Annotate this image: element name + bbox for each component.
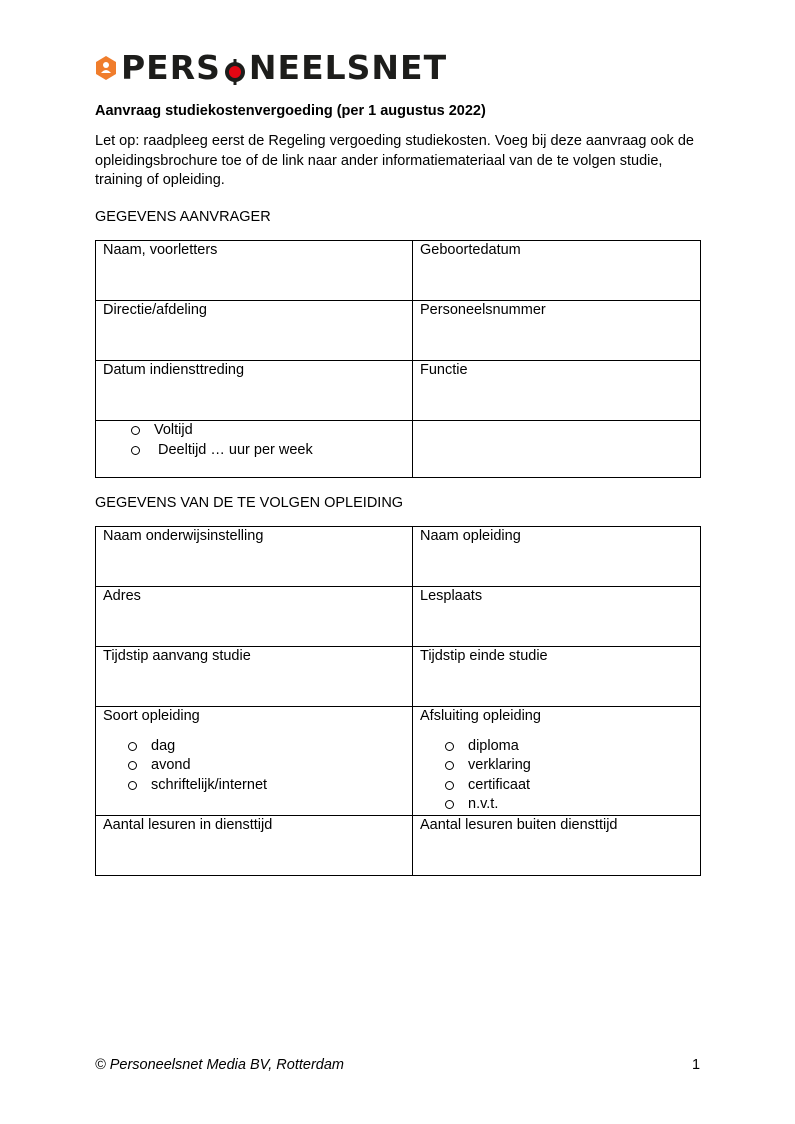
field-end-time[interactable]: Tijdstip einde studie <box>413 647 701 707</box>
applicant-table <box>95 240 701 478</box>
table-row <box>96 647 701 707</box>
field-birthdate[interactable]: Geboortedatum <box>413 241 701 301</box>
field-address[interactable]: Adres <box>96 587 413 647</box>
personeelsnet-logo <box>95 50 447 86</box>
option-label: dag <box>151 737 176 754</box>
option-statement[interactable] <box>445 756 693 776</box>
option-parttime[interactable] <box>131 441 405 461</box>
training-table <box>95 526 701 876</box>
radio-circle-icon[interactable] <box>445 761 454 770</box>
option-label: certificaat <box>468 776 531 793</box>
document-title: Aanvraag studiekostenvergoeding (per 1 augustus 2022) <box>95 103 486 119</box>
table-row <box>96 707 701 816</box>
radio-circle-icon[interactable] <box>131 446 140 455</box>
employment-options <box>96 421 413 478</box>
completion-options <box>420 737 693 815</box>
section-heading-applicant: GEGEVENS AANVRAGER <box>95 209 271 225</box>
field-name[interactable]: Naam, voorletters <box>96 241 413 301</box>
radio-circle-icon[interactable] <box>445 742 454 751</box>
option-label: schriftelijk/internet <box>151 776 268 793</box>
table-row <box>96 527 701 587</box>
logo-text-part1: PERS <box>121 48 221 87</box>
field-function[interactable]: Functie <box>413 361 701 421</box>
option-label: avond <box>151 757 191 773</box>
field-start-date[interactable]: Datum indiensttreding <box>96 361 413 421</box>
option-label: verklaring <box>468 757 531 773</box>
training-type-options <box>103 737 405 796</box>
table-row <box>96 421 701 478</box>
completion-label: Afsluiting opleiding <box>420 708 541 724</box>
option-day[interactable] <box>128 737 405 757</box>
table-row <box>96 587 701 647</box>
option-certificate[interactable] <box>445 776 693 796</box>
field-institution[interactable]: Naam onderwijsinstelling <box>96 527 413 587</box>
empty-cell <box>413 421 701 478</box>
section-heading-training: GEGEVENS VAN DE TE VOLGEN OPLEIDING <box>95 495 404 511</box>
option-label: Voltijd <box>154 422 193 438</box>
training-type-label: Soort opleiding <box>103 708 200 724</box>
option-diploma[interactable] <box>445 737 693 757</box>
radio-circle-icon[interactable] <box>128 761 137 770</box>
logo-target-icon <box>222 56 248 82</box>
field-completion <box>413 707 701 816</box>
intro-paragraph: Let op: raadpleeg eerst de Regeling vergoeding studiekosten. Voeg bij deze aanvraag ook de opleidingsbrochure toe of de link naar ander informatiemateriaal van de te volgen studie, training of opleiding. <box>95 133 694 188</box>
option-label: Deeltijd … uur per week <box>158 441 313 458</box>
option-evening[interactable] <box>128 756 405 776</box>
logo-text-part2: NEELSNET <box>248 48 448 87</box>
page-number: 1 <box>692 1057 701 1073</box>
field-employee-number[interactable]: Personeelsnummer <box>413 301 701 361</box>
table-row <box>96 361 701 421</box>
radio-circle-icon[interactable] <box>128 742 137 751</box>
logo-wordmark <box>121 50 447 86</box>
radio-circle-icon[interactable] <box>131 426 140 435</box>
field-location[interactable]: Lesplaats <box>413 587 701 647</box>
field-hours-in-service[interactable]: Aantal lesuren in diensttijd <box>96 815 413 875</box>
field-training-name[interactable]: Naam opleiding <box>413 527 701 587</box>
hexagon-person-icon <box>95 55 117 81</box>
footer-copyright: © Personeelsnet Media BV, Rotterdam <box>95 1057 344 1073</box>
table-row <box>96 241 701 301</box>
field-department[interactable]: Directie/afdeling <box>96 301 413 361</box>
option-label: diploma <box>468 737 519 754</box>
field-training-type <box>96 707 413 816</box>
table-row <box>96 301 701 361</box>
radio-circle-icon[interactable] <box>445 800 454 809</box>
field-start-time[interactable]: Tijdstip aanvang studie <box>96 647 413 707</box>
field-hours-outside-service[interactable]: Aantal lesuren buiten diensttijd <box>413 815 701 875</box>
option-label: n.v.t. <box>468 796 499 812</box>
radio-circle-icon[interactable] <box>445 781 454 790</box>
radio-circle-icon[interactable] <box>128 781 137 790</box>
table-row <box>96 815 701 875</box>
option-fulltime[interactable] <box>131 421 405 441</box>
option-not-applicable[interactable] <box>445 795 693 815</box>
option-written-internet[interactable] <box>128 776 405 796</box>
